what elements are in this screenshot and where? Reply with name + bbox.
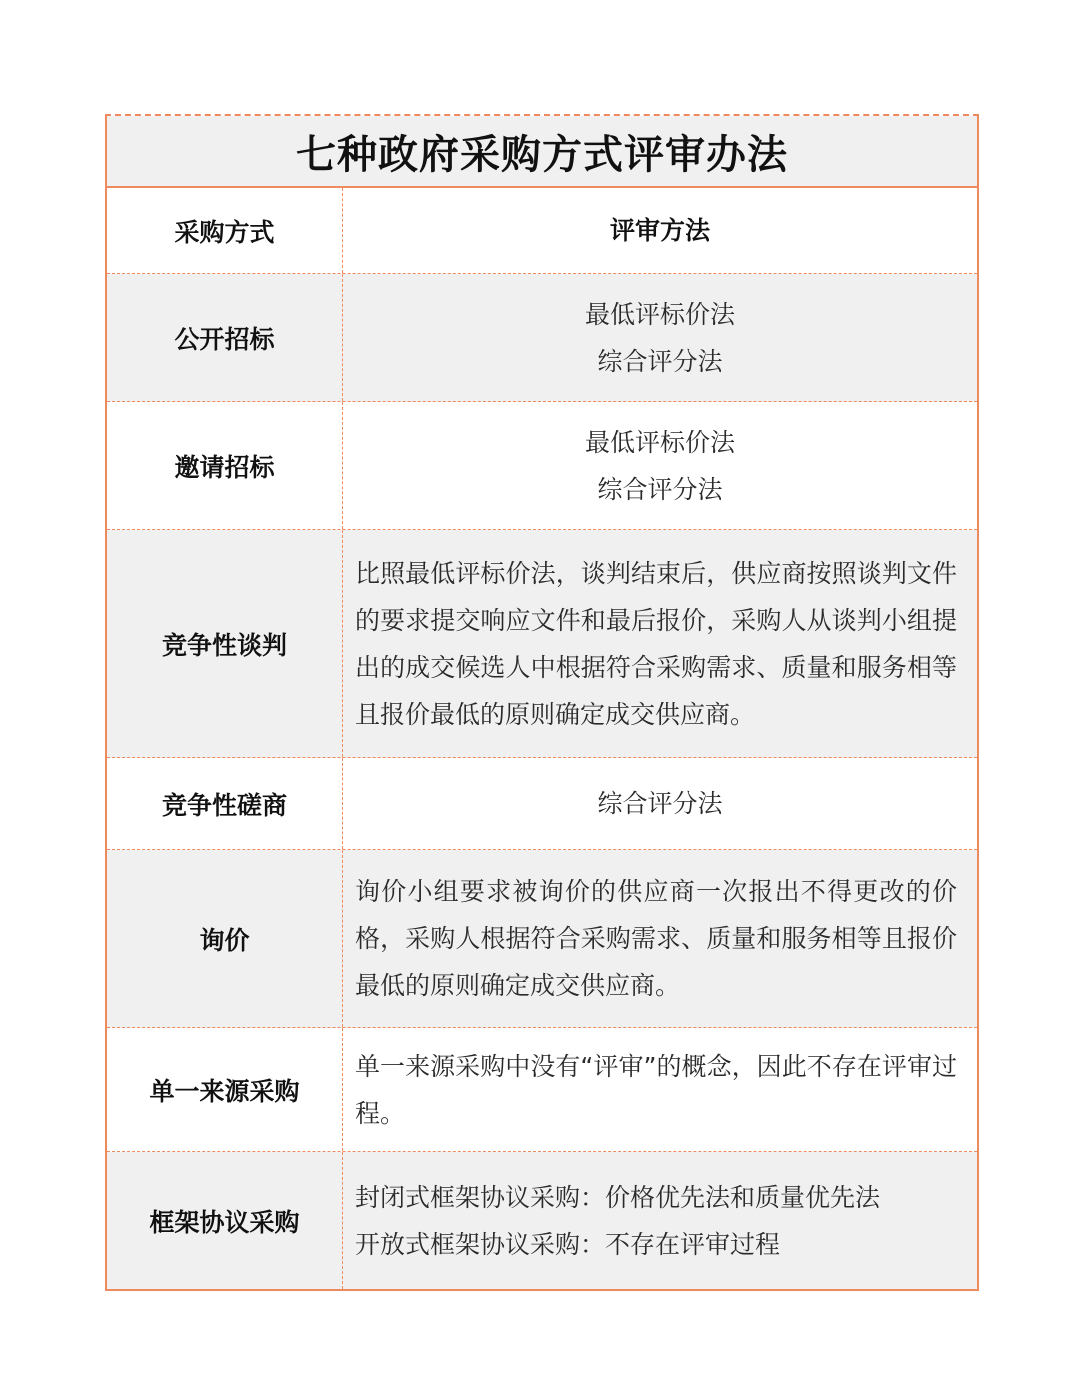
table-row-single-source — [107, 1028, 977, 1152]
method-cell: 单一来源采购 — [107, 1028, 343, 1151]
method-cell: 邀请招标 — [107, 402, 343, 529]
evaluation-cell: 询价小组要求被询价的供应商一次报出不得更改的价格，采购人根据符合采购需求、质量和服务相等且报价最低的原则确定成交供应商。 — [355, 877, 957, 1000]
evaluation-line: 最低评标价法 — [584, 299, 735, 329]
table-row-framework-agreement — [107, 1152, 977, 1289]
method-cell: 框架协议采购 — [107, 1152, 343, 1289]
table-row-inquiry — [107, 850, 977, 1028]
evaluation-cell: 单一来源采购中没有“评审”的概念，因此不存在评审过程。 — [355, 1051, 957, 1128]
header-procurement-method: 采购方式 — [107, 188, 343, 273]
evaluation-line: 综合评分法 — [597, 346, 723, 376]
method-cell: 询价 — [107, 850, 343, 1027]
table-row-open-tender — [107, 274, 977, 402]
method-cell: 竞争性磋商 — [107, 758, 343, 849]
header-evaluation-method: 评审方法 — [609, 216, 710, 245]
evaluation-cell — [343, 274, 977, 401]
evaluation-cell: 比照最低评标价法，谈判结束后，供应商按照谈判文件的要求提交响应文件和最后报价，采购人从谈判小组提出的成交候选人中根据符合采购需求、质量和服务相等且报价最低的原则确定成交供应商。 — [355, 558, 957, 729]
method-cell: 竞争性谈判 — [107, 530, 343, 757]
table-header-row — [107, 188, 977, 274]
table-row-competitive-consultation — [107, 758, 977, 850]
evaluation-cell — [343, 402, 977, 529]
table-title: 七种政府采购方式评审办法 — [296, 131, 788, 178]
evaluation-cell — [343, 1152, 977, 1289]
evaluation-line: 开放式框架协议采购：不存在评审过程 — [355, 1229, 781, 1259]
method-cell: 公开招标 — [107, 274, 343, 401]
evaluation-line: 封闭式框架协议采购：价格优先法和质量优先法 — [355, 1182, 881, 1212]
evaluation-cell — [343, 758, 977, 849]
table-row-invited-tender — [107, 402, 977, 530]
evaluation-line: 综合评分法 — [597, 474, 723, 504]
table-title-bar — [107, 116, 977, 188]
evaluation-line: 最低评标价法 — [584, 427, 735, 457]
table-row-competitive-negotiation — [107, 530, 977, 758]
evaluation-line: 综合评分法 — [597, 789, 723, 818]
evaluation-methods-table — [105, 114, 979, 1291]
